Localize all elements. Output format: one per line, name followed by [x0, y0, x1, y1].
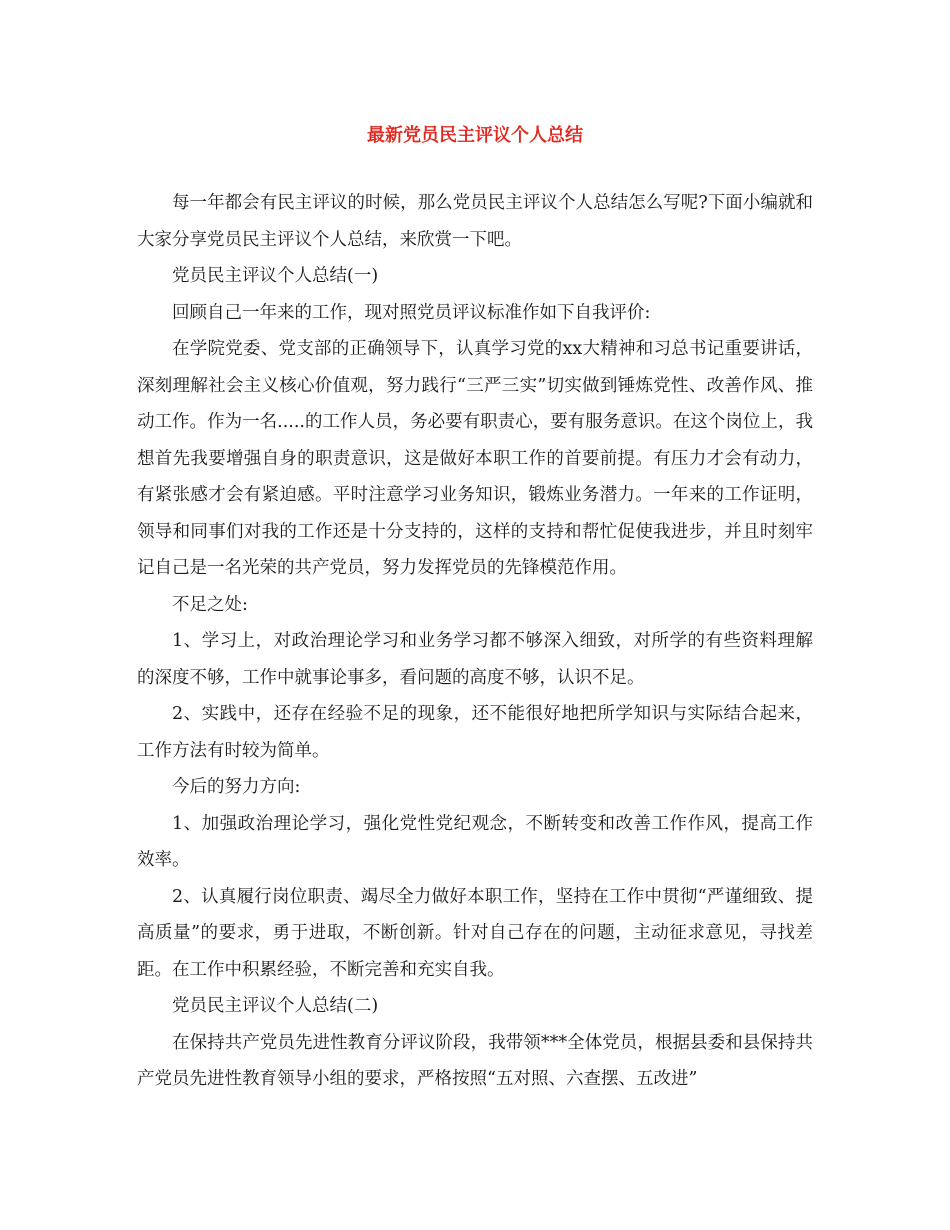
- section-heading-1: 党员民主评议个人总结(一): [172, 266, 379, 286]
- list-item: 1、加强政治理论学习，强化党性党纪观念，不断转变和改善工作作风，提高工作效率。: [137, 813, 813, 870]
- subheading-shortcomings: 不足之处:: [172, 594, 248, 615]
- list-item: 2、实践中，还存在经验不足的现象，还不能很好地把所学知识与实际结合起来，工作方法有时较为简单。: [137, 704, 813, 761]
- subheading-direction: 今后的努力方向:: [172, 777, 301, 797]
- paragraph: 回顾自己一年来的工作，现对照党员评议标准作如下自我评价:: [172, 302, 651, 323]
- document-title: 最新党员民主评议个人总结: [367, 125, 583, 146]
- paragraph: 在保持共产党员先进性教育分评议阶段，我带领***全体党员，根据县委和县保持共产党员先进性教育领导小组的要求，严格按照“五对照、六查摆、五改进”: [137, 1032, 813, 1089]
- intro-paragraph: 每一年都会有民主评议的时候，那么党员民主评议个人总结怎么写呢?下面小编就和大家分享党员民主评议个人总结，来欣赏一下吧。: [137, 193, 813, 250]
- paragraph: 在学院党委、党支部的正确领导下，认真学习党的xx大精神和习总书记重要讲话，深刻理解社会主义核心价值观，努力践行“三严三实”切实做到锤炼党性、改善作风、推动工作。作为一名.....的工作人员，务必要有职责心，要有服务意识。在这个岗位上，我想首先我要增强自身的职责意识，这是做好本职工作的首要前提。有压力才会有动力，有紧张感才会有紧迫感。平时注意学习业务知识，锻炼业务潜力。一年来的工作证明，领导和同事们对我的工作还是十分支持的，这样的支持和帮忙促使我进步，并且时刻牢记自己是一名光荣的共产党员，努力发挥党员的先锋模范作用。: [137, 339, 813, 578]
- list-item: 1、学习上，对政治理论学习和业务学习都不够深入细致，对所学的有些资料理解的深度不够，工作中就事论事多，看问题的高度不够，认识不足。: [137, 631, 813, 688]
- document-body: [137, 185, 813, 1098]
- section-heading-2: 党员民主评议个人总结(二): [172, 996, 379, 1016]
- list-item: 2、认真履行岗位职责、竭尽全力做好本职工作，坚持在工作中贯彻“严谨细致、提高质量”的要求，勇于进取，不断创新。针对自己存在的问题，主动征求意见，寻找差距。在工作中积累经验，不断完善和充实自我。: [137, 886, 813, 980]
